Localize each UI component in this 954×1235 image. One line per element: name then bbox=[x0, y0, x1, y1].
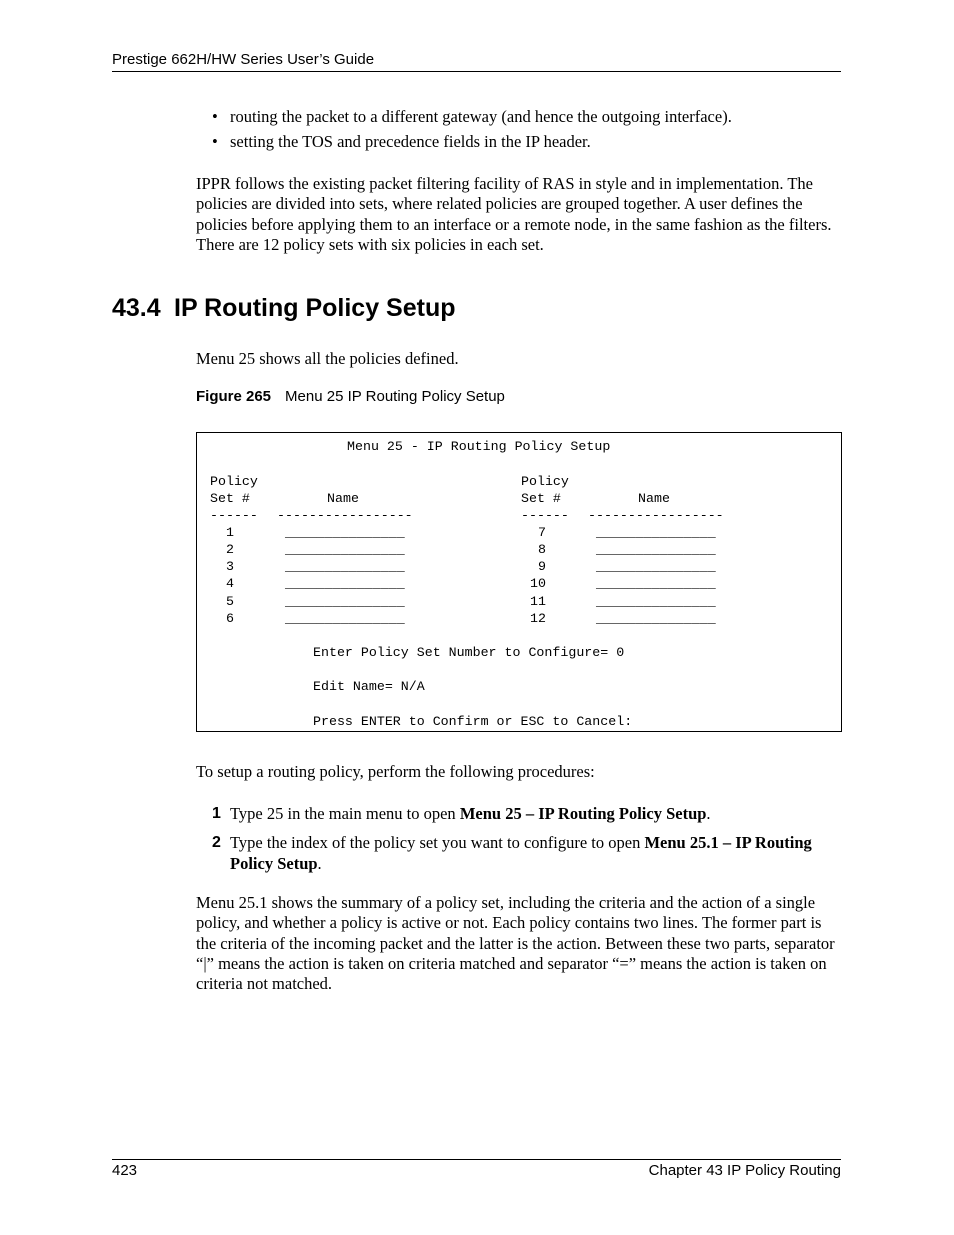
left-col-header-name: Name bbox=[327, 491, 359, 506]
left-dash-set: ------ bbox=[210, 508, 258, 523]
chapter-title: Chapter 43 IP Policy Routing bbox=[648, 1162, 841, 1179]
section-number: 43.4 bbox=[112, 294, 161, 322]
section-heading bbox=[112, 294, 456, 323]
menu-intro-paragraph: Menu 25 shows all the policies defined. bbox=[196, 349, 459, 368]
section-title: IP Routing Policy Setup bbox=[174, 294, 456, 322]
policy-set-name-field[interactable]: _______________ bbox=[285, 576, 405, 591]
step-item bbox=[212, 832, 855, 874]
policy-set-name-field[interactable]: _______________ bbox=[285, 525, 405, 540]
policy-set-name-field[interactable]: _______________ bbox=[596, 542, 716, 557]
bullet-list bbox=[212, 107, 732, 157]
policy-set-name-field[interactable]: _______________ bbox=[285, 559, 405, 574]
policy-set-name-field[interactable]: _______________ bbox=[285, 594, 405, 609]
policy-set-name-field[interactable]: _______________ bbox=[285, 611, 405, 626]
terminal-screen bbox=[196, 432, 842, 732]
figure-caption-text: Menu 25 IP Routing Policy Setup bbox=[285, 388, 505, 405]
closing-paragraph: Menu 25.1 shows the summary of a policy set, including the criteria and the action of a single policy, and whether a policy is active or not. Each policy contains two lines. The former part is the criteria of the incoming packet and the latter is the action. Between these two parts, separator “|” means the action is taken on criteria matched and separator “=” means the action is taken on criteria not matched. bbox=[196, 893, 835, 994]
footer-rule bbox=[112, 1159, 841, 1160]
policy-set-name-field[interactable]: _______________ bbox=[596, 525, 716, 540]
policy-set-number: 7 bbox=[538, 525, 546, 540]
policy-set-number: 10 bbox=[530, 576, 546, 591]
step-text: Type 25 in the main menu to open bbox=[230, 804, 460, 823]
policy-set-name-field[interactable]: _______________ bbox=[596, 559, 716, 574]
setup-intro-paragraph: To setup a routing policy, perform the following procedures: bbox=[196, 762, 595, 781]
running-header: Prestige 662H/HW Series User’s Guide bbox=[112, 51, 375, 68]
step-text-end: . bbox=[706, 804, 711, 823]
step-item bbox=[212, 803, 855, 824]
policy-set-number: 9 bbox=[538, 559, 546, 574]
right-col-header-policy: Policy bbox=[521, 474, 569, 489]
policy-set-number: 11 bbox=[530, 594, 546, 609]
right-dash-set: ------ bbox=[521, 508, 569, 523]
policy-set-name-field[interactable]: _______________ bbox=[285, 542, 405, 557]
bullet-marker: • bbox=[212, 107, 218, 126]
left-col-header-set: Set # bbox=[210, 491, 250, 506]
step-menu-name: Menu 25 – IP Routing Policy Setup bbox=[459, 804, 707, 823]
policy-set-name-field[interactable]: _______________ bbox=[596, 594, 716, 609]
bullet-text: routing the packet to a different gateway (and hence the outgoing interface). bbox=[230, 107, 732, 126]
bullet-item bbox=[212, 107, 732, 132]
step-text: Type the index of the policy set you want to configure to open bbox=[230, 833, 645, 852]
bullet-text: setting the TOS and precedence fields in the IP header. bbox=[230, 132, 591, 151]
step-menu-name: Menu 25.1 – IP Routing Policy Setup bbox=[230, 833, 812, 873]
policy-set-name-field[interactable]: _______________ bbox=[596, 576, 716, 591]
terminal-title: Menu 25 - IP Routing Policy Setup bbox=[347, 439, 611, 454]
right-col-header-name: Name bbox=[638, 491, 670, 506]
confirm-prompt: Press ENTER to Confirm or ESC to Cancel: bbox=[313, 714, 633, 729]
step-number: 2 bbox=[212, 834, 221, 851]
right-col-header-set: Set # bbox=[521, 491, 561, 506]
figure-caption bbox=[196, 388, 505, 405]
policy-set-number: 8 bbox=[538, 542, 546, 557]
step-list bbox=[212, 803, 855, 874]
bullet-marker: • bbox=[212, 132, 218, 151]
policy-set-name-field[interactable]: _______________ bbox=[596, 611, 716, 626]
policy-set-number: 4 bbox=[226, 576, 234, 591]
policy-set-number-prompt[interactable]: Enter Policy Set Number to Configure= 0 bbox=[313, 645, 625, 660]
header-rule bbox=[112, 71, 841, 72]
policy-set-number: 1 bbox=[226, 525, 234, 540]
figure-label: Figure 265 bbox=[196, 388, 272, 405]
policy-set-number: 6 bbox=[226, 611, 234, 626]
bullet-item bbox=[212, 132, 732, 157]
left-dash-name: ----------------- bbox=[277, 508, 413, 523]
policy-set-number: 3 bbox=[226, 559, 234, 574]
page-number: 423 bbox=[112, 1162, 138, 1179]
step-number: 1 bbox=[212, 805, 221, 822]
left-col-header-policy: Policy bbox=[210, 474, 258, 489]
policy-set-number: 2 bbox=[226, 542, 234, 557]
edit-name-prompt[interactable]: Edit Name= N/A bbox=[313, 679, 425, 694]
policy-set-number: 5 bbox=[226, 594, 234, 609]
right-dash-name: ----------------- bbox=[588, 508, 724, 523]
intro-paragraph: IPPR follows the existing packet filtering facility of RAS in style and in implementation. The policies are divided into sets, where related policies are grouped together. A user defines the policies before applying them to an interface or a remote node, in the same fashion as the filters. There are 12 policy sets with six policies in each set. bbox=[196, 174, 832, 254]
policy-set-number: 12 bbox=[530, 611, 546, 626]
step-text-end: . bbox=[317, 854, 322, 873]
